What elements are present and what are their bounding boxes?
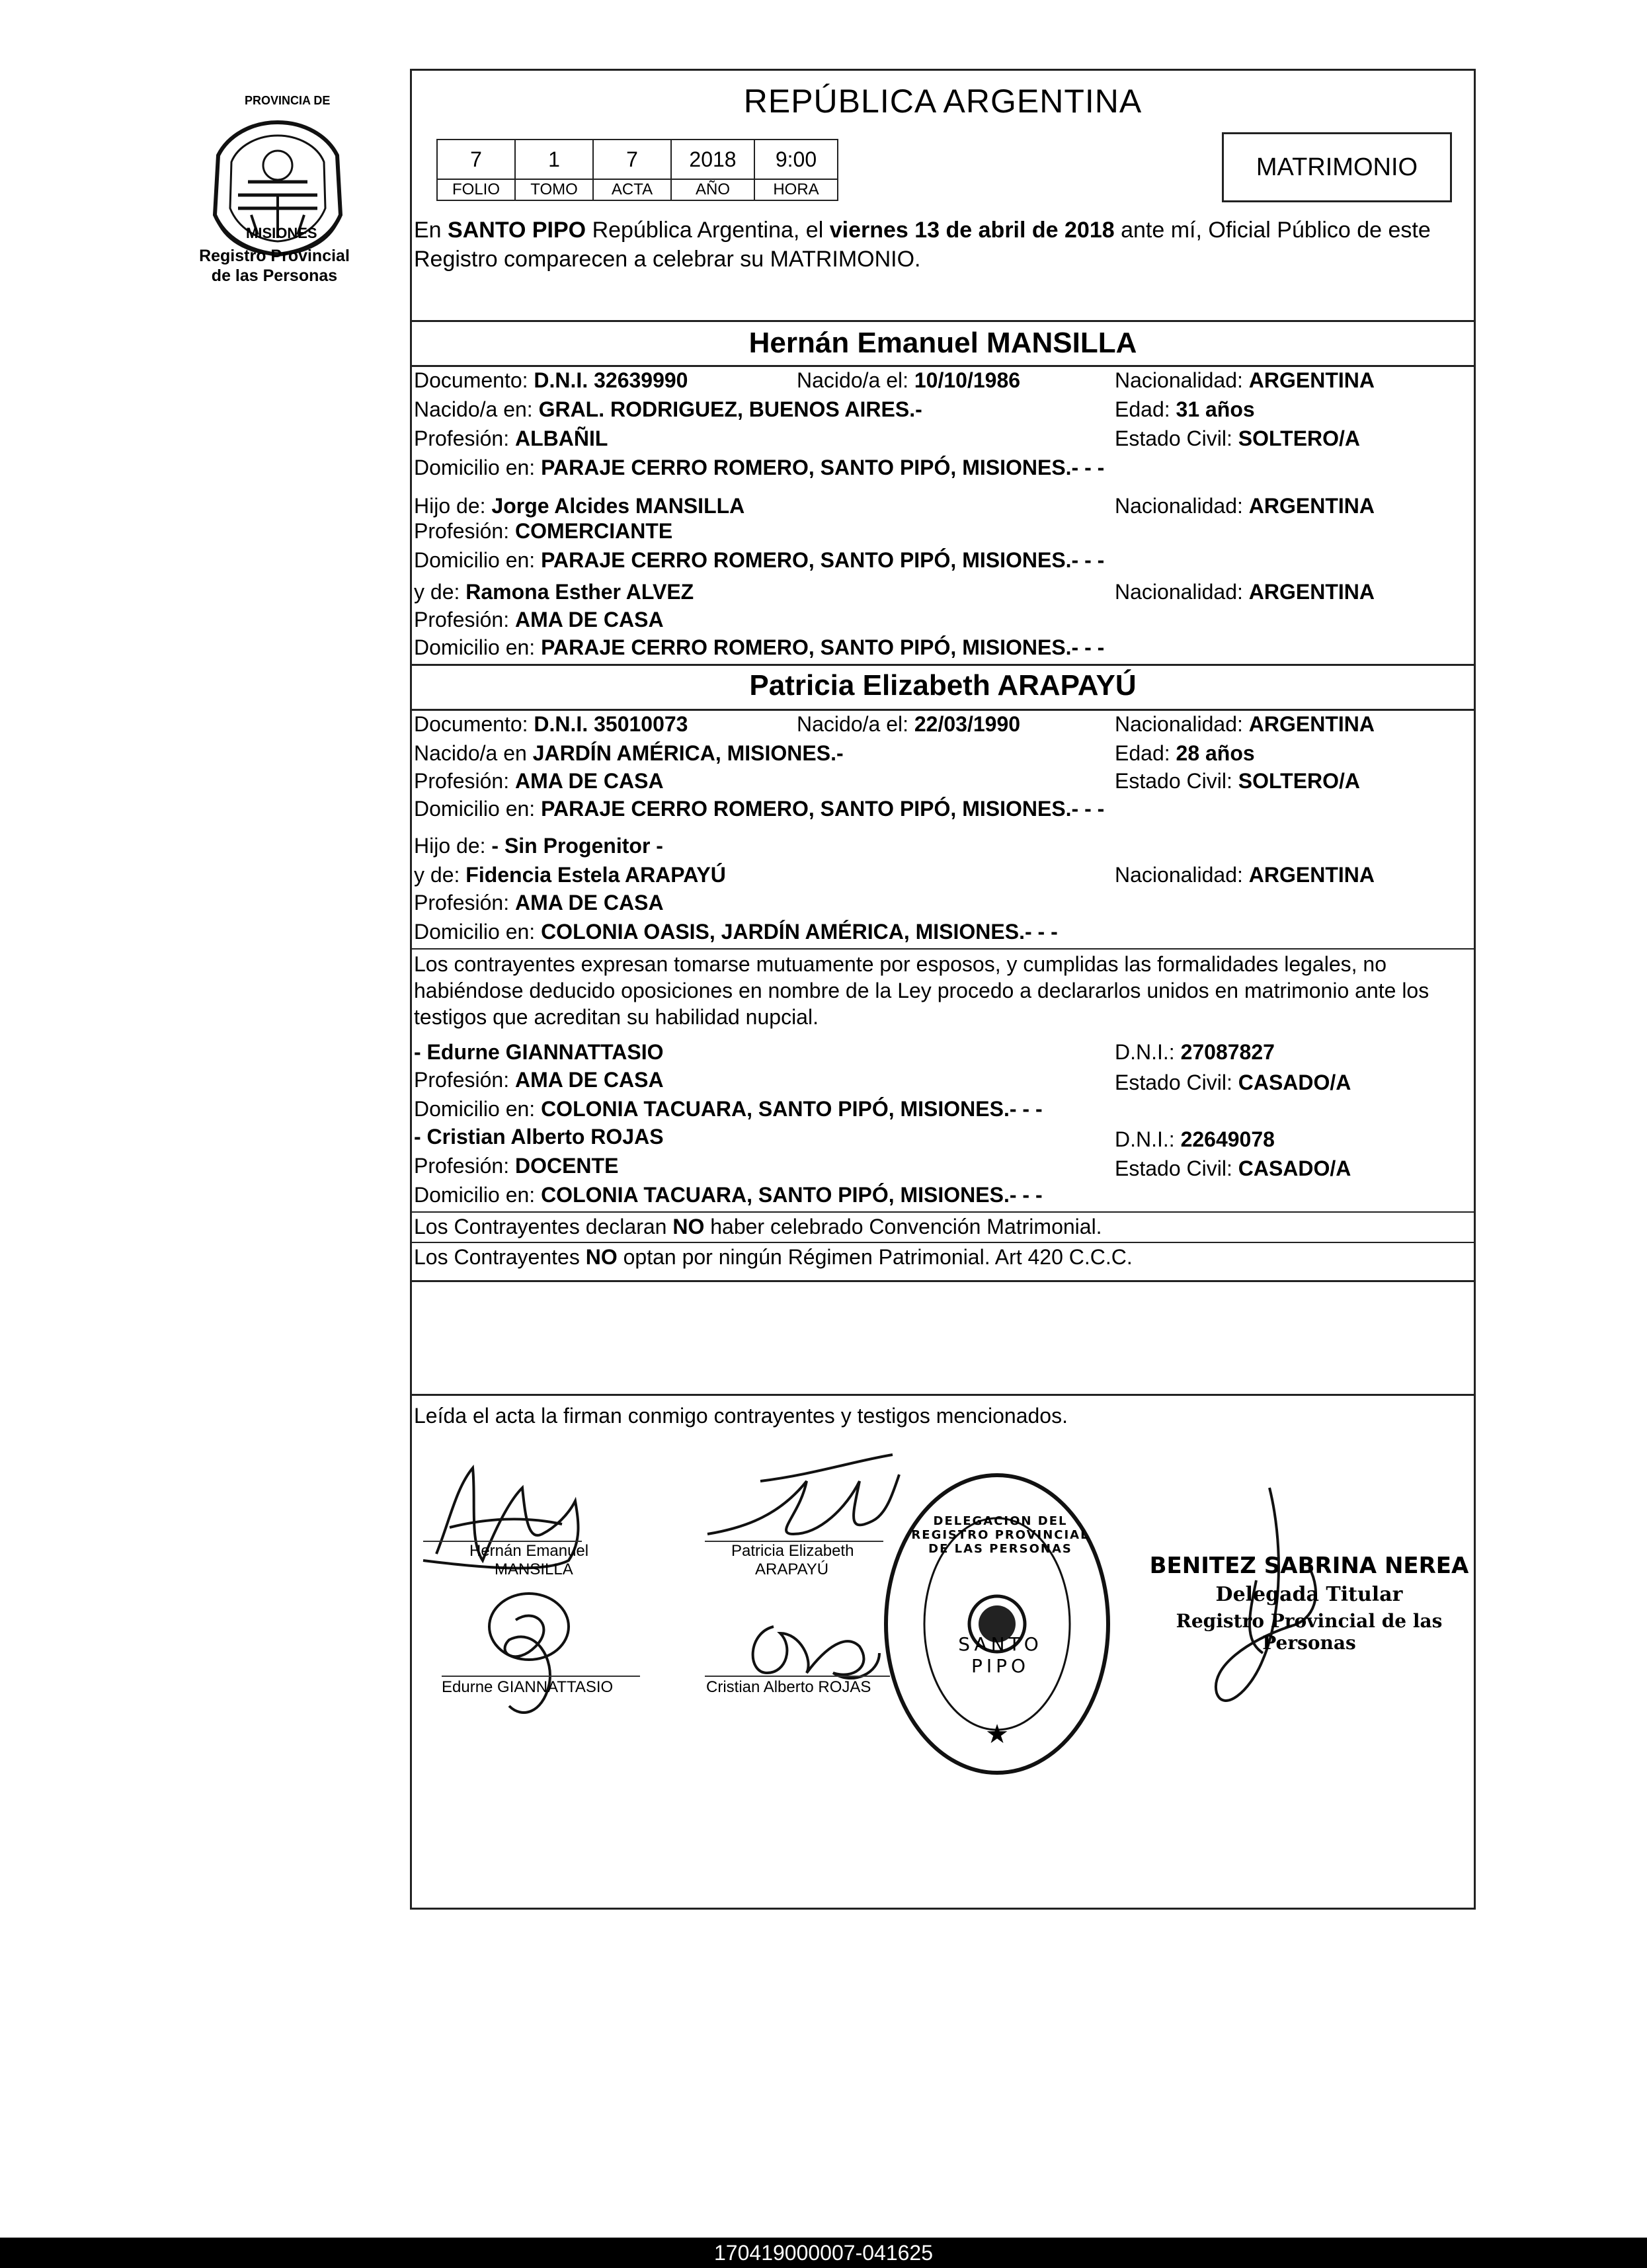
acta-value: 7 <box>593 140 671 179</box>
spouse1-profesion: Profesión: ALBAÑIL <box>414 426 608 450</box>
witness1-domicilio: Domicilio en: COLONIA TACUARA, SANTO PIPÓ, MISIONES.- - - <box>414 1097 1043 1121</box>
logo-caption: Registro Provincial de las Personas <box>199 247 350 285</box>
spouse2-nacido-el: Nacido/a el: 22/03/1990 <box>797 712 1021 736</box>
stamp-outer-text: DELEGACION DEL REGISTRO PROVINCIAL DE LAS PERSONAS <box>911 1514 1090 1556</box>
signature-arapayu-icon <box>694 1441 906 1554</box>
sig3-name: Edurne GIANNATTASIO <box>442 1678 614 1696</box>
spouse1-father-domicilio: Domicilio en: PARAJE CERRO ROMERO, SANTO PIPÓ, MISIONES.- - - <box>414 548 1105 572</box>
official-role: Delegada Titular <box>1215 1583 1403 1606</box>
witness2-estado-civil: Estado Civil: CASADO/A <box>1115 1156 1351 1180</box>
spouse2-documento: Documento: D.N.I. 35010073 <box>414 712 688 736</box>
closing-text: Leída el acta la firman conmigo contrayentes y testigos mencionados. <box>414 1404 1068 1428</box>
spouse1-mother-nacionalidad: Nacionalidad: ARGENTINA <box>1115 580 1375 604</box>
spouse2-nacionalidad: Nacionalidad: ARGENTINA <box>1115 712 1375 736</box>
spouse2-profesion: Profesión: AMA DE CASA <box>414 769 664 793</box>
spouse1-edad: Edad: 31 años <box>1115 397 1255 421</box>
anio-label: AÑO <box>671 179 754 200</box>
spouse2-nacido-en: Nacido/a en JARDÍN AMÉRICA, MISIONES.- <box>414 741 844 765</box>
spouse1-documento: Documento: D.N.I. 32639990 <box>414 368 688 392</box>
spouse1-nacido-en: Nacido/a en: GRAL. RODRIGUEZ, BUENOS AIRES.- <box>414 397 922 421</box>
spouse2-mother-domicilio: Domicilio en: COLONIA OASIS, JARDÍN AMÉRICA, MISIONES.- - - <box>414 920 1058 944</box>
spouse1-name: Hernán Emanuel MANSILLA <box>748 327 1137 359</box>
signature-giannattasio-icon <box>456 1580 615 1726</box>
svg-text:★: ★ <box>985 1719 1009 1750</box>
registry-table <box>436 139 838 201</box>
regime-line2: Los Contrayentes NO optan por ningún Régimen Patrimonial. Art 420 C.C.C. <box>414 1245 1133 1269</box>
hora-label: HORA <box>754 179 838 200</box>
spouse2-mother: y de: Fidencia Estela ARAPAYÚ <box>414 863 726 887</box>
spouse1-mother-domicilio: Domicilio en: PARAJE CERRO ROMERO, SANTO PIPÓ, MISIONES.- - - <box>414 635 1105 659</box>
spouse1-estado-civil: Estado Civil: SOLTERO/A <box>1115 426 1361 450</box>
spouse1-father: Hijo de: Jorge Alcides MANSILLA <box>414 494 745 518</box>
spouse2-estado-civil: Estado Civil: SOLTERO/A <box>1115 769 1361 793</box>
sig1-name-line2: MANSILLA <box>495 1560 573 1578</box>
witness2-dni: D.N.I.: 22649078 <box>1115 1127 1275 1151</box>
act-type-box: MATRIMONIO <box>1222 132 1452 202</box>
spouse2-name: Patricia Elizabeth ARAPAYÚ <box>749 669 1137 702</box>
witness1-estado-civil: Estado Civil: CASADO/A <box>1115 1071 1351 1094</box>
tomo-value: 1 <box>515 140 593 179</box>
official-office: Registro Provincial de las Personas <box>1176 1610 1443 1654</box>
spouse1-mother: y de: Ramona Esther ALVEZ <box>414 580 694 604</box>
witness1-dni: D.N.I.: 27087827 <box>1115 1040 1275 1064</box>
acta-label: ACTA <box>593 179 671 200</box>
spouse2-domicilio: Domicilio en: PARAJE CERRO ROMERO, SANTO PIPÓ, MISIONES.- - - <box>414 797 1105 821</box>
spouse1-nacionalidad: Nacionalidad: ARGENTINA <box>1115 368 1375 392</box>
sig2-name-line1: Patricia Elizabeth <box>731 1542 854 1560</box>
spouse1-nacido-el: Nacido/a el: 10/10/1986 <box>797 368 1021 392</box>
witness2-profesion: Profesión: DOCENTE <box>414 1154 619 1178</box>
document-code-bar: 170419000007-041625 <box>0 2238 1647 2268</box>
witness2-domicilio: Domicilio en: COLONIA TACUARA, SANTO PIPÓ, MISIONES.- - - <box>414 1183 1043 1207</box>
spouse1-domicilio: Domicilio en: PARAJE CERRO ROMERO, SANTO PIPÓ, MISIONES.- - - <box>414 456 1105 479</box>
spouse2-mother-nacionalidad: Nacionalidad: ARGENTINA <box>1115 863 1375 887</box>
tomo-label: TOMO <box>515 179 593 200</box>
spouse2-edad: Edad: 28 años <box>1115 741 1255 765</box>
witness1-profesion: Profesión: AMA DE CASA <box>414 1068 664 1092</box>
declaration-paragraph: Los contrayentes expresan tomarse mutuamente por esposos, y cumplidas las formalidades legales, no habiéndose deducido oposiciones en nombre de la Ley procedo a declararlos unidos en matrimonio ante los testigos que acreditan su habilidad nupcial. <box>414 952 1429 1029</box>
witness2-name: - Cristian Alberto ROJAS <box>414 1125 664 1149</box>
anio-value: 2018 <box>671 140 754 179</box>
sig1-name-line1: Hernán Emanuel <box>469 1542 589 1560</box>
sig2-name-line2: ARAPAYÚ <box>755 1560 829 1578</box>
official-name: BENITEZ SABRINA NEREA <box>1149 1553 1469 1579</box>
official-block <box>1144 1553 1474 1654</box>
folio-value: 7 <box>437 140 515 179</box>
seal-arc-top: PROVINCIA DE <box>245 94 331 107</box>
regime-line1: Los Contrayentes declaran NO haber celebrado Convención Matrimonial. <box>414 1215 1102 1238</box>
witness1-name: - Edurne GIANNATTASIO <box>414 1040 664 1064</box>
spouse2-mother-profesion: Profesión: AMA DE CASA <box>414 891 664 914</box>
spouse1-father-profesion: Profesión: COMERCIANTE <box>414 519 673 543</box>
sig4-name: Cristian Alberto ROJAS <box>706 1678 871 1696</box>
spouse1-mother-profesion: Profesión: AMA DE CASA <box>414 608 664 631</box>
stamp-inner-text: SANTO PIPO <box>958 1633 1043 1677</box>
seal-arc-bottom: MISIONES <box>246 225 317 241</box>
intro-paragraph: En SANTO PIPO República Argentina, el viernes 13 de abril de 2018 ante mí, Oficial Público de este Registro comparecen a celebrar su MATRIMONIO. <box>414 218 1431 272</box>
spouse2-father: Hijo de: - Sin Progenitor - <box>414 834 663 858</box>
registry-stamp-icon <box>878 1465 1116 1783</box>
spouse1-father-nacionalidad: Nacionalidad: ARGENTINA <box>1115 494 1375 518</box>
page-title: REPÚBLICA ARGENTINA <box>743 83 1143 120</box>
folio-label: FOLIO <box>437 179 515 200</box>
hora-value: 9:00 <box>754 140 838 179</box>
